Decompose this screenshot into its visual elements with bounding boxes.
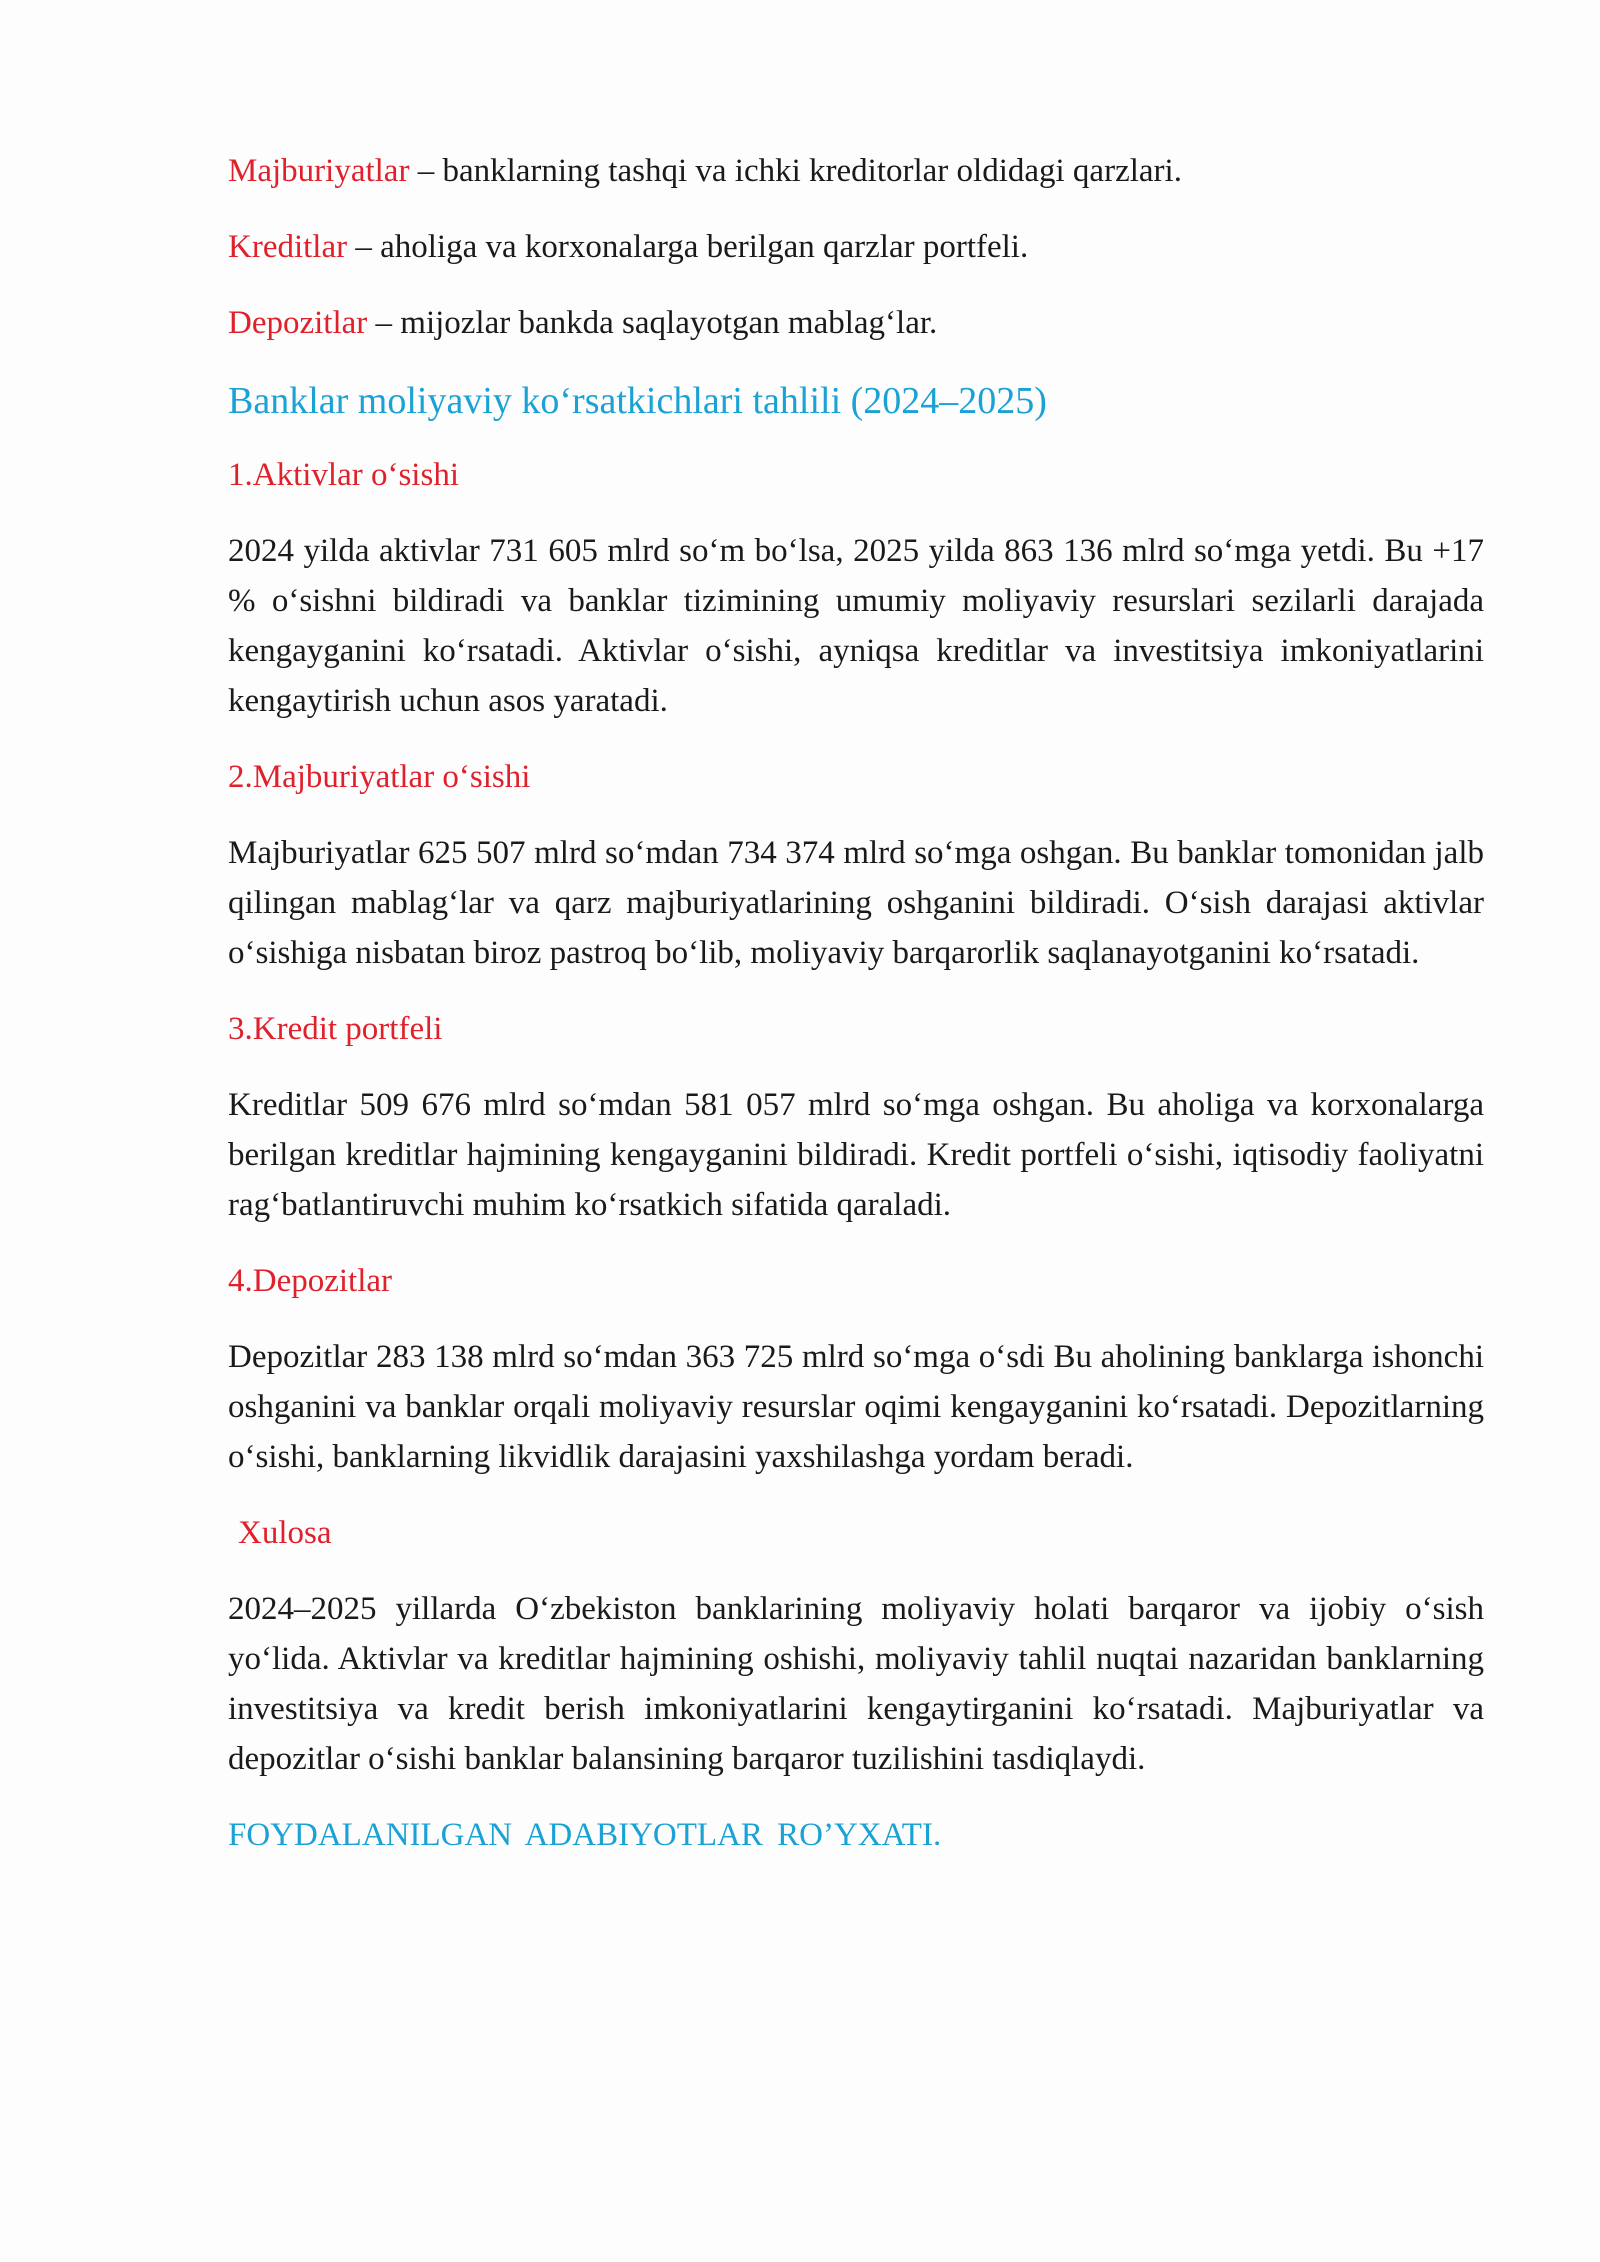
subsection-paragraph: Majburiyatlar 625 507 mlrd so‘mdan 734 374 mlrd so‘mga oshgan. Bu banklar tomonidan jalb qilingan mablag‘lar va qarz majburiyatlarining oshganini bildiradi. O‘sish darajasi aktivlar o‘sishiga nisbatan biroz pastroq bo‘lib, moliyaviy barqarorlik saqlanayotganini ko‘rsatadi. <box>228 835 1484 971</box>
subsection-heading: 4.Depozitlar <box>228 1263 393 1299</box>
definition-majburiyatlar <box>228 146 1484 196</box>
section-title: Banklar moliyaviy ko‘rsatkichlari tahlili (2024–2025) <box>228 380 1047 422</box>
subsection-paragraph: Kreditlar 509 676 mlrd so‘mdan 581 057 mlrd so‘mga oshgan. Bu aholiga va korxonalarga berilgan kreditlar hajmining kengayganini bildiradi. Kredit portfeli o‘sishi, iqtisodiy faoliyatni rag‘batlantiruvchi muhim ko‘rsatkich sifatida qaraladi. <box>228 1087 1484 1223</box>
definition-term: Kreditlar <box>228 229 348 265</box>
subsection-heading: 1.Aktivlar o‘sishi <box>228 457 459 493</box>
subsection-heading: 2.Majburiyatlar o‘sishi <box>228 759 531 795</box>
subsection-heading: 3.Kredit portfeli <box>228 1011 443 1047</box>
section-kredit-portfeli <box>228 1004 1484 1230</box>
section-majburiyatlar <box>228 752 1484 978</box>
definition-term: Depozitlar <box>228 305 368 341</box>
section-aktivlar <box>228 450 1484 726</box>
references-title: FOYDALANILGAN ADABIYOTLAR RO’YXATI. <box>228 1817 942 1853</box>
conclusion-paragraph: 2024–2025 yillarda O‘zbekiston banklarining moliyaviy holati barqaror va ijobiy o‘sish yo‘lida. Aktivlar va kreditlar hajmining oshishi, moliyaviy tahlil nuqtai nazaridan banklarning investitsiya va kredit berish imkoniyatlarini kengaytirganini ko‘rsatadi. Majburiyatlar va depozitlar o‘sishi banklar balansining barqaror tuzilishini tasdiqlaydi. <box>228 1591 1484 1777</box>
definition-text: – mijozlar bankda saqlayotgan mablag‘lar. <box>367 305 938 341</box>
definition-term: Majburiyatlar <box>228 153 410 189</box>
subsection-paragraph: 2024 yilda aktivlar 731 605 mlrd so‘m bo‘lsa, 2025 yilda 863 136 mlrd so‘mga yetdi. Bu +17 % o‘sishni bildiradi va banklar tizimining umumiy moliyaviy resurslari sezilarli darajada kengayganini ko‘rsatadi. Aktivlar o‘sishi, ayniqsa kreditlar va investitsiya imkoniyatlarini kengaytirish uchun asos yaratadi. <box>228 533 1484 719</box>
conclusion-heading: Xulosa <box>238 1515 332 1551</box>
section-depozitlar <box>228 1256 1484 1482</box>
definition-kreditlar <box>228 222 1484 272</box>
subsection-paragraph: Depozitlar 283 138 mlrd so‘mdan 363 725 mlrd so‘mga o‘sdi Bu aholining banklarga ishonchi oshganini va banklar orqali moliyaviy resurslar oqimi kengayganini ko‘rsatadi. Depozitlarning o‘sishi, banklarning likvidlik darajasini yaxshilashga yordam beradi. <box>228 1339 1484 1475</box>
definition-text: – banklarning tashqi va ichki kreditorlar oldidagi qarzlari. <box>409 153 1182 189</box>
definition-text: – aholiga va korxonalarga berilgan qarzlar portfeli. <box>347 229 1029 265</box>
section-xulosa <box>228 1508 1484 1784</box>
definition-depozitlar <box>228 298 1484 348</box>
page-content <box>228 146 1484 1860</box>
